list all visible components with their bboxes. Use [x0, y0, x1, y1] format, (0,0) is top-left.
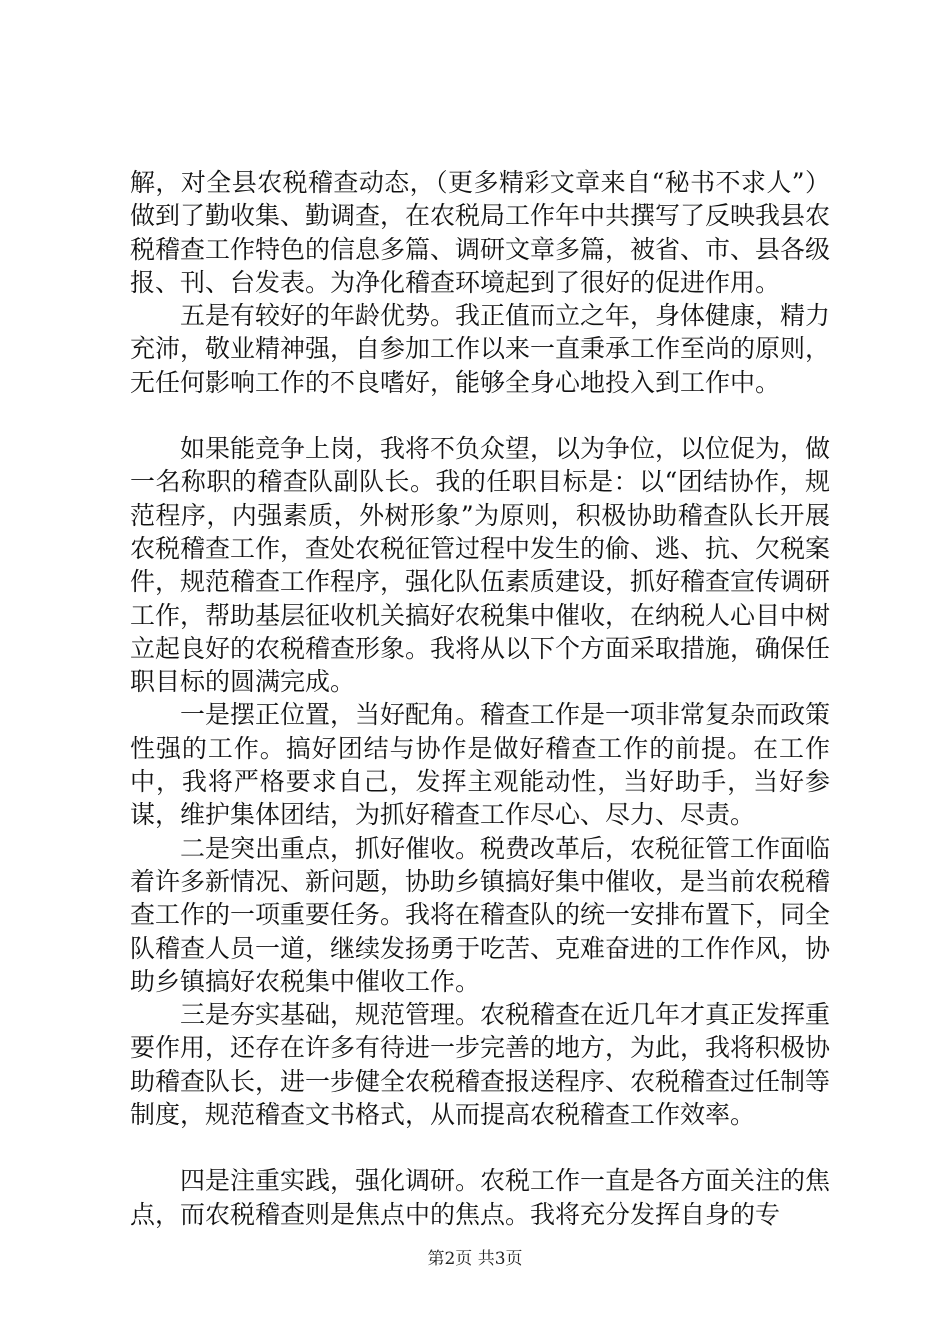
document-body — [130, 166, 830, 1231]
paragraph-measure-two: 二是突出重点，抓好催收。税费改革后，农税征管工作面临着许多新情况、新问题，协助乡镇搞好集中催收，是当前农税稽查工作的一项重要任务。我将在稽查队的统一安排布置下，同全队稽查人员一道，继续发扬勇于吃苦、克难奋进的工作作风，协助乡镇搞好农税集中催收工作。 — [130, 833, 831, 996]
paragraph-measure-one: 一是摆正位置，当好配角。稽查工作是一项非常复杂而政策性强的工作。搞好团结与协作是做好稽查工作的前提。在工作中，我将严格要求自己，发挥主观能动性，当好助手，当好参谋，维护集体团结，为抓好稽查工作尽心、尽力、尽责。 — [130, 700, 831, 830]
paragraph-goal: 如果能竞争上岗，我将不负众望，以为争位，以位促为，做一名称职的稽查队副队长。我的任职目标是：以“团结协作，规范程序，内强素质，外树形象”为原则，积极协助稽查队长开展农税稽查工作，查处农税征管过程中发生的偷、逃、抗、欠税案件，规范稽查工作程序，强化队伍素质建设，抓好稽查宣传调研工作，帮助基层征收机关搞好农税集中催收，在纳税人心目中树立起良好的农税稽查形象。我将从以下个方面采取措施，确保任职目标的圆满完成。 — [130, 434, 831, 697]
paragraph-measure-four: 四是注重实践，强化调研。农税工作一直是各方面关注的焦点，而农税稽查则是焦点中的焦点。我将充分发挥自身的专 — [130, 1166, 831, 1229]
page-number-footer: 第2页 共3页 — [427, 1249, 523, 1269]
paragraph-continued: 解，对全县农税稽查动态，（更多精彩文章来自“秘书不求人”）做到了勤收集、勤调查，在农税局工作年中共撰写了反映我县农税稽查工作特色的信息多篇、调研文章多篇，被省、市、县各级报、刊、台发表。为净化稽查环境起到了很好的促进作用。 — [130, 168, 831, 297]
paragraph-age-advantage: 五是有较好的年龄优势。我正值而立之年，身体健康，精力充沛，敬业精神强，自参加工作以来一直秉承工作至尚的原则，无任何影响工作的不良嗜好，能够全身心地投入到工作中。 — [130, 301, 831, 397]
paragraph-measure-three: 三是夯实基础，规范管理。农税稽查在近几年才真正发挥重要作用，还存在许多有待进一步完善的地方，为此，我将积极协助稽查队长，进一步健全农税稽查报送程序、农税稽查过任制等制度，规范稽查文书格式，从而提高农税稽查工作效率。 — [130, 1000, 831, 1130]
